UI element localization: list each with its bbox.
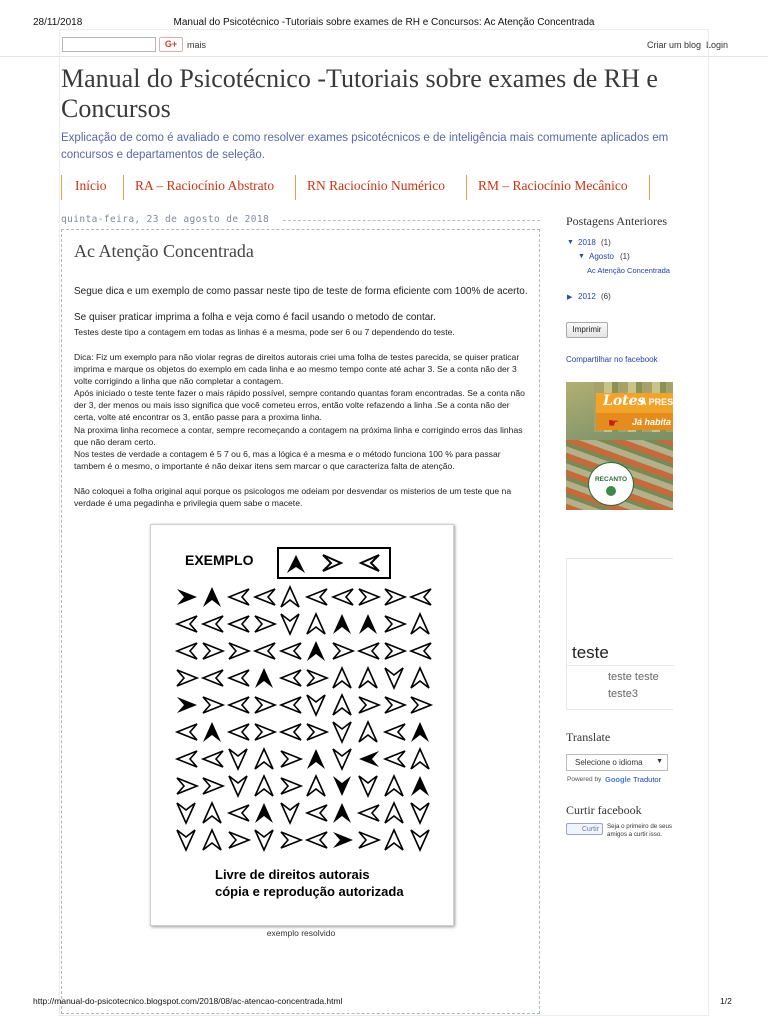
post-intro-2: Se quiser praticar imprima a folha e veja como é facil usando o metodo de contar.: [74, 312, 436, 323]
chevron-right-icon: [307, 670, 327, 686]
chevron-up-icon: [385, 803, 403, 823]
ad-recanto-logo: [588, 462, 634, 506]
tradutor-link[interactable]: Tradutor: [633, 775, 662, 784]
post-proxima: Na proxima linha recomece a contar, sempre recomeçando a contagem na próxima linha e corrigindo erros das linhas que não deram certo.: [74, 425, 523, 447]
chevron-up-icon: [385, 776, 403, 796]
tab-separator: [466, 175, 467, 200]
chevron-right-icon: [385, 589, 405, 605]
license-line-2: cópia e reprodução autorizada: [215, 884, 404, 899]
ad-recanto-label: RECANTO: [594, 476, 628, 483]
chevron-up-icon: [255, 668, 273, 688]
teste-line-1: teste teste: [608, 671, 659, 683]
chevron-up-icon: [359, 668, 377, 688]
chevron-right-icon: [255, 724, 275, 740]
chevron-up-icon: [203, 587, 221, 607]
post-date-header: quinta-feira, 23 de agosto de 2018: [61, 214, 270, 225]
chevron-right-icon: [255, 697, 275, 713]
chevron-down-icon: [359, 776, 377, 796]
like-text: Seja o primeiro de seus amigos a curtir isso.: [607, 823, 673, 838]
chevron-left-icon: [203, 616, 223, 632]
chevron-up-icon: [203, 830, 221, 850]
chevron-down-icon: [281, 614, 299, 634]
tree-icon: [606, 486, 616, 496]
license-line-1: Livre de direitos autorais: [215, 867, 370, 882]
tab-inicio[interactable]: Início: [75, 178, 107, 193]
chevron-up-icon: [411, 614, 429, 634]
archive-agosto-count: (1): [620, 252, 630, 261]
blog-description: Explicação de como é avaliado e como resolver exames psicotécnicos e de inteligência mais comumente aplicados em concursos e departamentos de seleção.: [61, 132, 669, 161]
chevron-right-icon: [333, 832, 353, 848]
tab-separator: [61, 175, 62, 200]
login-link[interactable]: Login: [706, 40, 729, 50]
tab-separator: [649, 175, 650, 200]
chevron-left-icon: [177, 751, 197, 767]
chevron-left-icon: [229, 805, 249, 821]
chevron-right-icon: [177, 778, 197, 794]
chevron-left-icon: [307, 589, 327, 605]
chevron-right-icon: [385, 697, 405, 713]
chevron-down-icon: [307, 695, 325, 715]
chevron-up-icon: [411, 776, 429, 796]
chevron-left-icon: [385, 724, 405, 740]
chevron-right-icon: [359, 832, 379, 848]
hand-pointer-icon: ☛: [608, 416, 619, 430]
facebook-title: Curtir facebook: [566, 803, 642, 817]
chevron-left-icon: [359, 751, 379, 767]
chevron-left-icon: [281, 670, 301, 686]
teste-widget: [566, 558, 673, 710]
more-link[interactable]: mais: [187, 40, 207, 50]
chevron-up-icon: [307, 776, 325, 796]
chevron-up-icon: [333, 614, 351, 634]
post-intro-1: Segue dica e um exemplo de como passar neste tipo de teste de forma eficiente com 100% de acerto.: [74, 286, 528, 297]
chevron-right-icon: [177, 697, 197, 713]
translate-title: Translate: [566, 730, 611, 744]
chevron-left-icon: [255, 643, 275, 659]
chevron-left-icon: [307, 805, 327, 821]
chevron-right-icon: [385, 616, 405, 632]
archive-2012-count: (6): [601, 292, 611, 301]
archive-2018-count: (1): [601, 238, 611, 247]
chevron-right-icon: [229, 832, 249, 848]
chevron-left-icon: [229, 724, 249, 740]
chevron-left-icon: [229, 616, 249, 632]
chevron-left-icon: [385, 751, 405, 767]
print-page-number: 1/2: [720, 996, 732, 1006]
post-apos: Após iniciado o teste tente fazer o mais rápido possível, sempre contando quantas foram encontradas. Se a conta não der 3, der menos ou mais isso significa que você cometeu erros, então volte refazendo a linha .Se a conta não der certa, volte até encontrar os 3, então passe para a proxima linha.: [74, 388, 525, 422]
chevron-right-icon: [359, 697, 379, 713]
chevron-down-icon: [281, 803, 299, 823]
chevron-left-icon: [307, 832, 327, 848]
chevron-up-icon: [333, 803, 351, 823]
expand-agosto-icon[interactable]: ▼: [578, 253, 585, 260]
chevron-down-icon: [229, 749, 247, 769]
create-blog-link[interactable]: Criar um blog: [647, 40, 702, 50]
chevron-up-icon: [333, 668, 351, 688]
ad-banner[interactable]: [566, 382, 685, 510]
chevron-left-icon: [177, 724, 197, 740]
ad-lotes: Lotes: [603, 393, 646, 409]
powered-by-label: Powered by: [567, 776, 602, 783]
pages-tabs: [61, 175, 661, 200]
language-select-value: Selecione o idioma: [575, 758, 643, 767]
exemplo-heading: EXEMPLO: [185, 552, 254, 568]
chevron-right-icon: [203, 643, 223, 659]
chevron-grid: [175, 585, 435, 855]
print-date: 28/11/2018: [33, 17, 83, 28]
google-plus-button[interactable]: G+: [159, 37, 183, 52]
chevron-up-icon: [255, 749, 273, 769]
chevron-right-icon: [203, 697, 223, 713]
chevron-left-icon: [411, 643, 431, 659]
chevron-down-icon: [333, 776, 351, 796]
chevron-left-icon: [281, 724, 301, 740]
chevron-left-icon: [177, 616, 197, 632]
chevron-right-icon: [333, 643, 353, 659]
chevron-down-icon: [255, 830, 273, 850]
ad-habita: Já habita: [632, 417, 672, 427]
chevron-down-icon: [333, 749, 351, 769]
chevron-left-icon: [359, 643, 379, 659]
chevron-up-icon: [411, 749, 429, 769]
archive-post-link[interactable]: Ac Atenção Concentrada: [587, 266, 670, 275]
archive-2012-link[interactable]: 2012: [578, 292, 596, 301]
chevron-up-icon: [307, 614, 325, 634]
post-nao-coloquei: Não coloquei a folha original aqui porque os psicologos me odeiam por desvendar os misterios de um teste que na verdade é uma pegadinha e privilegia quem sabe o macete.: [74, 486, 512, 508]
chevron-up-icon: [411, 722, 429, 742]
teste-divider: [567, 665, 674, 666]
image-caption: exemplo resolvido: [266, 928, 336, 938]
chevron-left-icon: [229, 697, 249, 713]
language-select[interactable]: [566, 754, 668, 771]
chevron-left-icon: [281, 643, 301, 659]
chevron-down-icon: [411, 830, 429, 850]
chevron-right-icon: [307, 724, 327, 740]
exemplo-image[interactable]: [150, 524, 454, 926]
tab-raciocinio-abstrato[interactable]: RA – Raciocínio Abstrato: [135, 178, 275, 193]
chevron-right-icon: [359, 589, 379, 605]
chevron-up-icon: [203, 722, 221, 742]
print-url: http://manual-do-psicotecnico.blogspot.com/2018/08/ac-atencao-concentrada.html: [33, 996, 343, 1006]
archive-title: Postagens Anteriores: [566, 214, 667, 228]
chevron-left-icon: [359, 805, 379, 821]
chevron-down-icon: [177, 830, 195, 850]
chevron-right-icon: [203, 778, 223, 794]
tab-raciocinio-mecanico[interactable]: RM – Raciocínio Mecânico: [478, 178, 628, 193]
chevron-left-icon: [255, 589, 275, 605]
tab-separator: [123, 175, 124, 200]
chevron-right-icon: [411, 697, 431, 713]
chevron-right-icon: [177, 670, 197, 686]
chevron-up-icon: [359, 722, 377, 742]
teste-title: teste: [572, 643, 609, 662]
chevron-down-icon: [385, 668, 403, 688]
chevron-right-icon: [385, 643, 405, 659]
chevron-right-icon: [229, 643, 249, 659]
post-title[interactable]: Ac Atenção Concentrada: [74, 241, 254, 261]
chevron-up-icon: [333, 695, 351, 715]
chevron-left-icon: [411, 589, 431, 605]
teste-line-2: teste3: [608, 688, 638, 700]
chevron-right-icon: [281, 778, 301, 794]
chevron-up-icon: [359, 614, 377, 634]
chevron-right-icon: [281, 751, 301, 767]
chevron-down-icon: ▼: [656, 758, 663, 765]
print-button[interactable]: Imprimir: [566, 322, 608, 338]
chevron-right-icon: [255, 616, 275, 632]
chevron-down-icon: [333, 722, 351, 742]
blog-title[interactable]: Manual do Psicotécnico -Tutoriais sobre exames de RH e Concursos: [61, 64, 658, 123]
chevron-down-icon: [177, 803, 195, 823]
expand-2012-icon[interactable]: ▶: [567, 294, 573, 301]
chevron-up-icon: [281, 587, 299, 607]
archive-2018-link[interactable]: 2018: [578, 238, 596, 247]
share-facebook-link[interactable]: Compartilhar no facebook: [566, 355, 658, 364]
print-title: Manual do Psicotécnico -Tutoriais sobre exames de RH e Concursos: Ac Atenção Concentrada: [173, 17, 595, 28]
post-dica: Dica: Fiz um exemplo para não violar regras de direitos autorais criei uma folha de testes parecida, se quiser praticar imprima e marque os objetos do exemplo em cada linha e ao mesmo tempo conte até achar 3. Se a conta não der 3 volte corrigindo a linha que não completar a contagem.: [74, 352, 520, 386]
exemplo-key-symbols: [279, 549, 389, 577]
tab-raciocinio-numerico[interactable]: RN Raciocínio Numérico: [307, 178, 445, 193]
archive-agosto-link[interactable]: Agosto: [589, 252, 614, 261]
chevron-up-icon: [307, 749, 325, 769]
chevron-left-icon: [333, 589, 353, 605]
tab-separator: [295, 175, 296, 200]
expand-2018-icon[interactable]: ▼: [567, 239, 574, 246]
chevron-up-icon: [255, 776, 273, 796]
post-nos-testes: Nos testes de verdade a contagem é 5 7 ou 6, mas a lógica é a mesma e o método funciona 100 % para passar tambem é o mesmo, o importante é não deixar itens sem marcar o que caracteriza falta de atenção.: [74, 449, 501, 471]
chevron-right-icon: [177, 589, 197, 605]
chevron-left-icon: [281, 697, 301, 713]
date-divider: [283, 220, 540, 222]
post-intro-3: Testes deste tipo a contagem em todas as linhas é a mesma, pode ser 6 ou 7 dependendo do teste.: [74, 327, 455, 337]
chevron-left-icon: [203, 751, 223, 767]
chevron-up-icon: [411, 668, 429, 688]
chevron-up-icon: [255, 803, 273, 823]
chevron-down-icon: [411, 803, 429, 823]
chevron-left-icon: [229, 670, 249, 686]
chevron-left-icon: [177, 643, 197, 659]
chevron-left-icon: [203, 670, 223, 686]
google-logo: Google: [605, 775, 631, 784]
chevron-up-icon: [203, 803, 221, 823]
exemplo-key-box: [277, 547, 391, 579]
like-button[interactable]: Curtir: [566, 823, 603, 835]
chevron-down-icon: [229, 776, 247, 796]
ad-presta: A PRESTA: [640, 397, 685, 407]
chevron-up-icon: [307, 641, 325, 661]
chevron-right-icon: [281, 832, 301, 848]
chevron-up-icon: [385, 830, 403, 850]
chevron-left-icon: [229, 589, 249, 605]
